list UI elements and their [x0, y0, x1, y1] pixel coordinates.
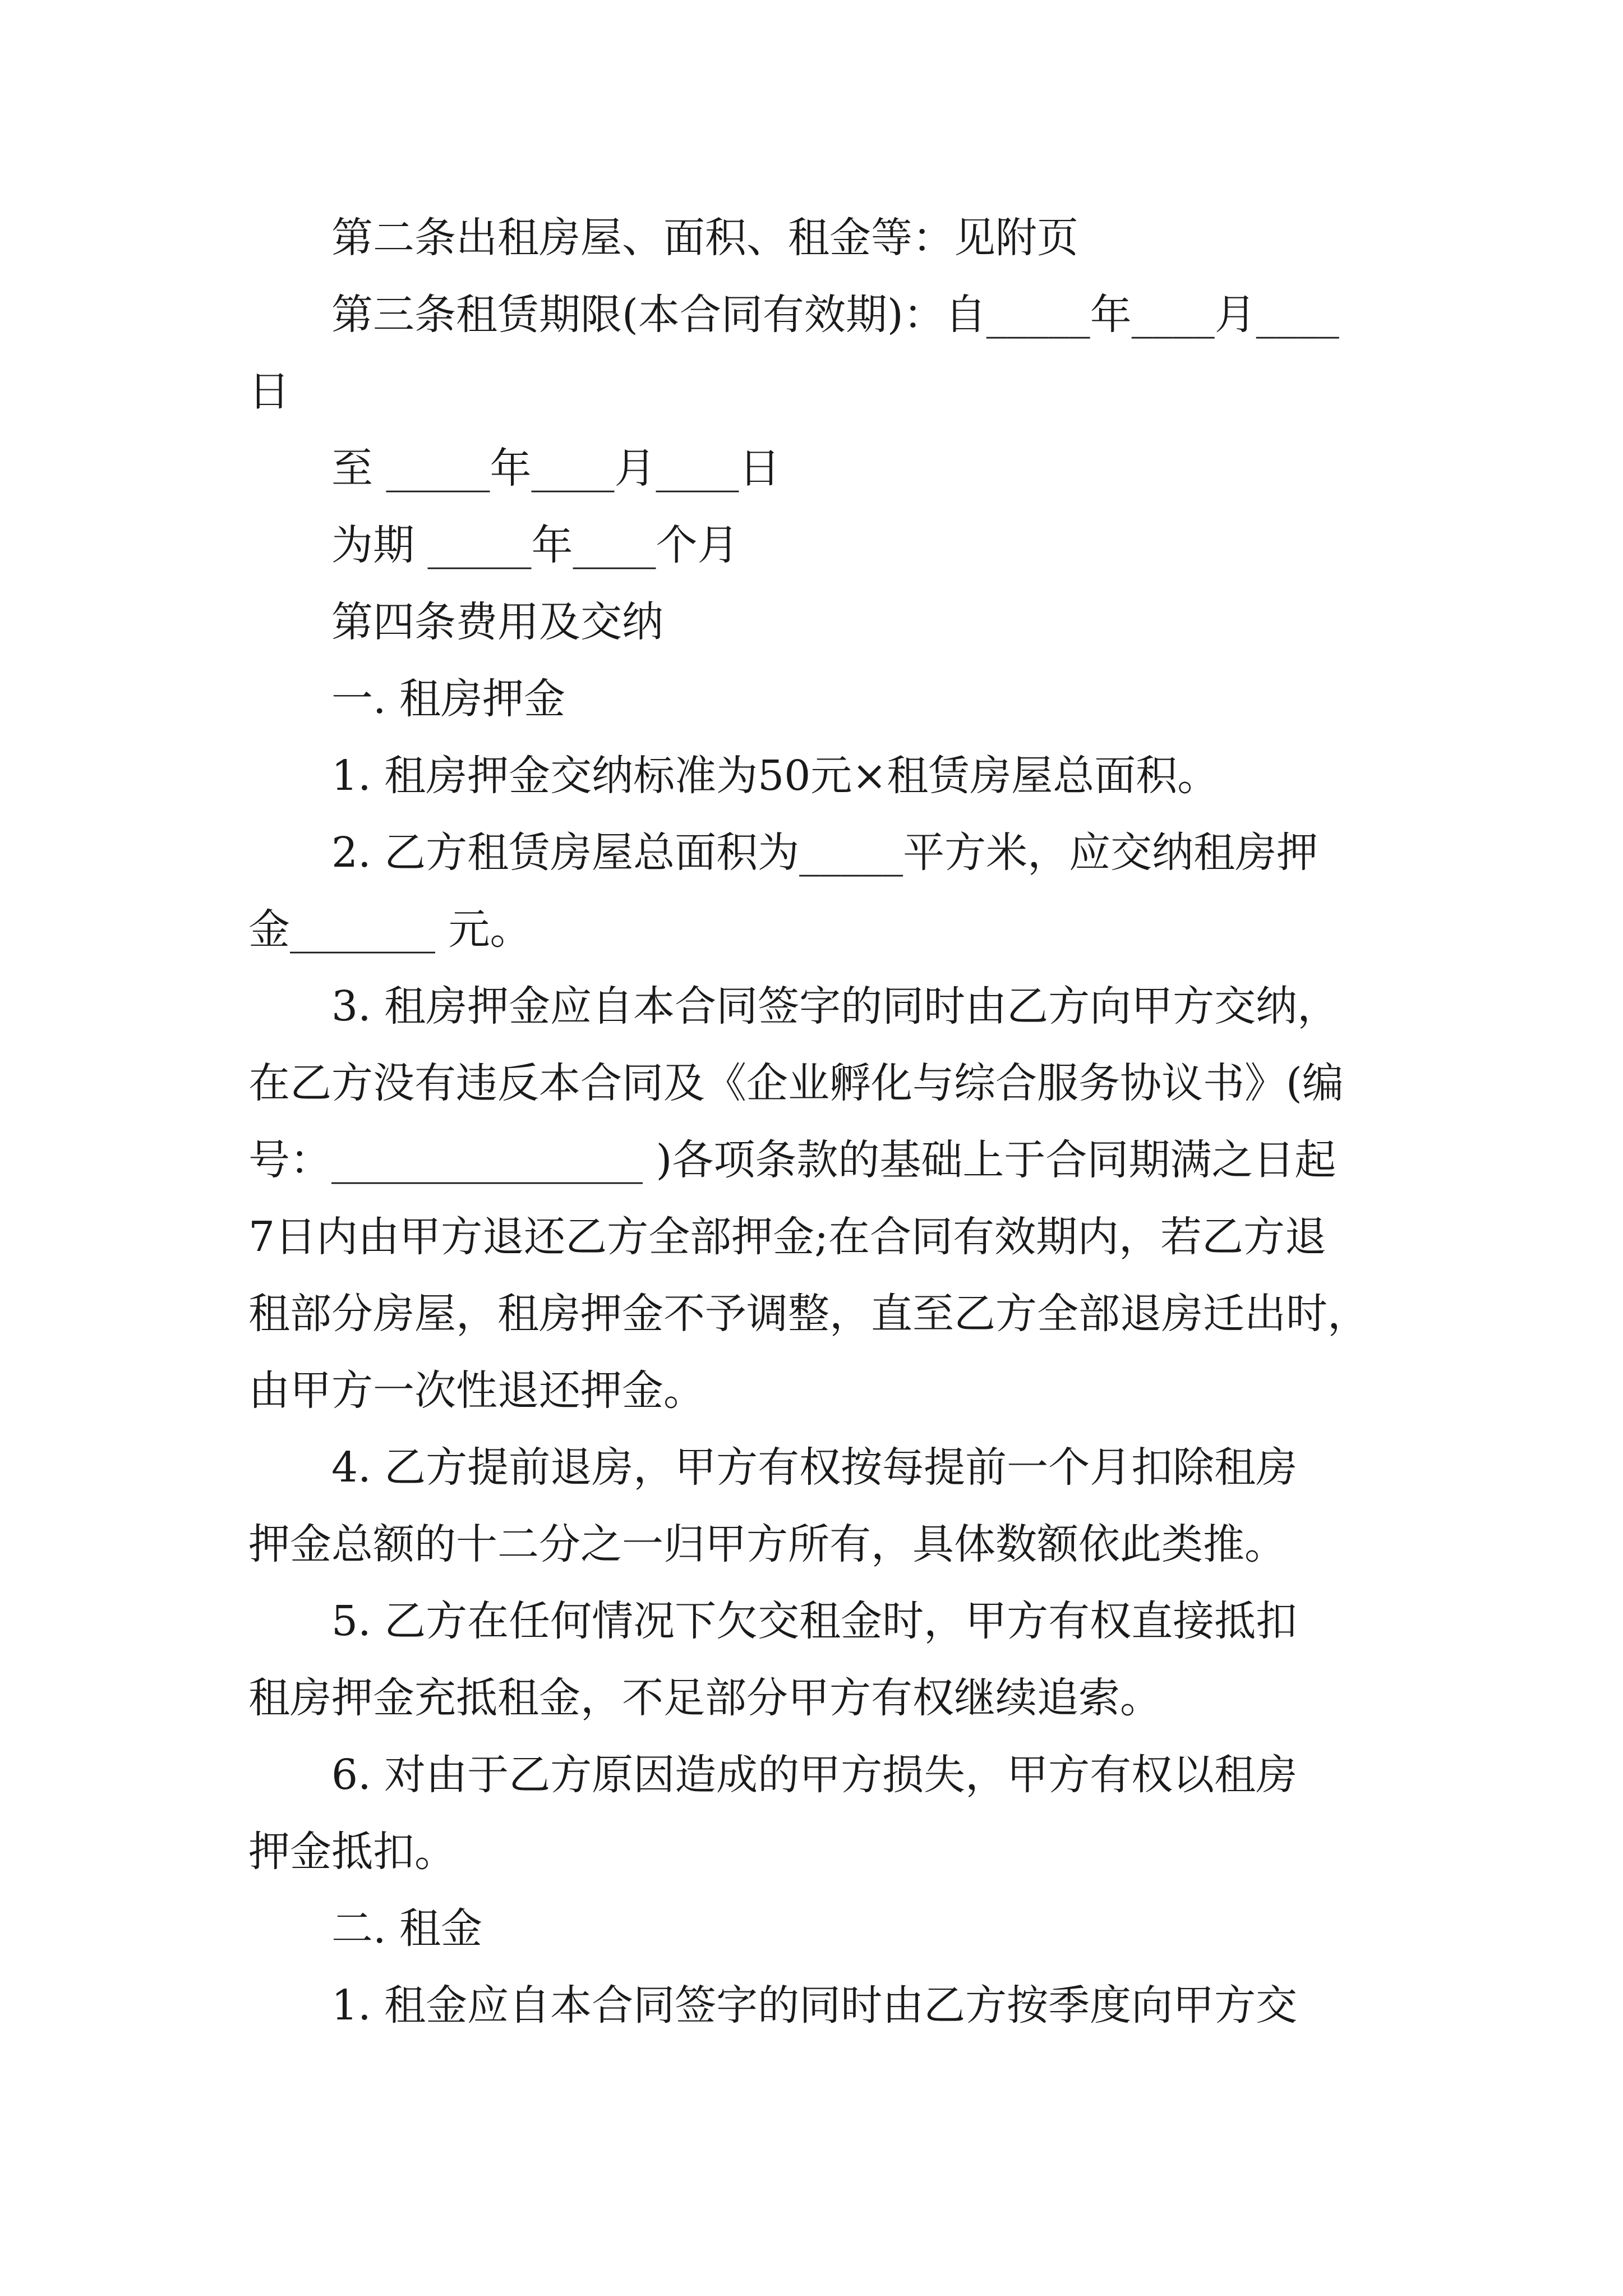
subsection-heading: 二. 租金 [331, 1904, 483, 1953]
text-line: 2. 乙方租赁房屋总面积为_____平方米，应交纳租房押 [331, 829, 1318, 877]
text-line: 租房押金充抵租金，不足部分甲方有权继续追索。 [248, 1674, 1161, 1722]
document-body [248, 200, 1381, 2044]
text-line: 为期 _____年____个月 [331, 521, 739, 569]
text-line: 在乙方没有违反本合同及《企业孵化与综合服务协议书》(编 [248, 1059, 1344, 1107]
text-line: 5. 乙方在任何情况下欠交租金时，甲方有权直接抵扣 [331, 1597, 1298, 1645]
text-line: 金_______ 元。 [248, 905, 532, 954]
text-line: 6. 对由于乙方原因造成的甲方损失，甲方有权以租房 [331, 1751, 1298, 1799]
text-line: 第三条租赁期限(本合同有效期)：自_____年____月____ [331, 291, 1339, 339]
text-line: 号：_______________ )各项条款的基础上于合同期满之日起 [248, 1136, 1336, 1184]
subsection-heading: 一. 租房押金 [331, 675, 566, 723]
text-line: 7日内由甲方退还乙方全部押金;在合同有效期内，若乙方退 [248, 1213, 1327, 1261]
text-line: 1. 租金应自本合同签字的同时由乙方按季度向甲方交 [331, 1981, 1298, 2030]
text-line: 日 [248, 367, 290, 416]
section-heading: 第四条费用及交纳 [331, 598, 663, 646]
text-line: 押金抵扣。 [248, 1828, 456, 1876]
text-line: 押金总额的十二分之一归甲方所有，具体数额依此类推。 [248, 1520, 1286, 1568]
text-line: 4. 乙方提前退房，甲方有权按每提前一个月扣除租房 [331, 1443, 1298, 1492]
text-line: 租部分房屋，租房押金不予调整，直至乙方全部退房迁出时， [248, 1290, 1369, 1338]
text-line: 由甲方一次性退还押金。 [248, 1366, 705, 1415]
text-line: 第二条出租房屋、面积、租金等：见附页 [331, 214, 1078, 262]
text-line: 至 _____年____月____日 [331, 444, 781, 493]
text-line: 1. 租房押金交纳标准为50元×租赁房屋总面积。 [331, 752, 1219, 800]
text-line: 3. 租房押金应自本合同签字的同时由乙方向甲方交纳， [331, 982, 1339, 1030]
